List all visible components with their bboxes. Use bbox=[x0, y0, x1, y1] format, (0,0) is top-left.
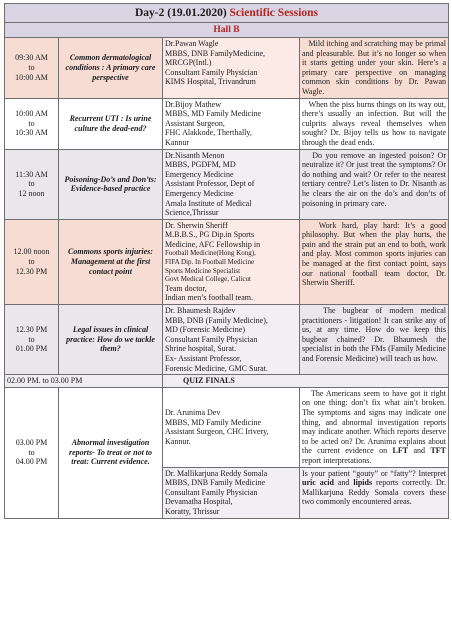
time-line: 01.00 PM bbox=[15, 344, 48, 354]
speaker-line: KIMS Hospital, Trivandrum bbox=[165, 77, 256, 87]
time-line: 12.30 PM bbox=[15, 325, 48, 335]
speaker-line: Kannur bbox=[165, 137, 189, 147]
speaker-line: Dr. Mallikarjuna Reddy Somala bbox=[165, 468, 268, 478]
speaker-line: Dr.Nisanth Menon bbox=[165, 150, 225, 160]
speaker-line: Assistant Surgeon, CHC Irivery, bbox=[165, 427, 269, 437]
bold-term: lipids bbox=[353, 478, 373, 488]
speaker-line: Shrine hospital, Surat. bbox=[165, 344, 237, 354]
session-topic: Commons sports injuries: Management at the first contact point bbox=[59, 219, 163, 304]
time-line: to bbox=[28, 257, 35, 267]
bold-term: uric acid bbox=[302, 478, 334, 488]
time-line: to bbox=[28, 62, 35, 72]
speaker-line: Dr. Bhaumesh Rajdev bbox=[165, 306, 236, 316]
speaker-line: MD (Forensic Medicine) bbox=[165, 325, 245, 335]
date-label: (19.01.2020) bbox=[167, 7, 227, 19]
session-row bbox=[5, 38, 449, 99]
speaker-line: FHC Alakkode, Therthally, bbox=[165, 128, 252, 138]
session-row bbox=[5, 387, 449, 467]
session-row bbox=[5, 305, 449, 375]
time-line: 03.00 PM bbox=[15, 438, 48, 448]
speaker-line: Kannur. bbox=[165, 436, 191, 446]
speaker-line: Amala Institute of Medical bbox=[165, 198, 252, 208]
time-line: 10:30 AM bbox=[15, 128, 48, 138]
session-topic: Poisoning-Do’s and Don’ts: Evidence-based practice bbox=[59, 149, 163, 219]
session-speaker bbox=[163, 98, 300, 149]
speaker-line: Indian men’s football team. bbox=[165, 293, 253, 303]
speaker-line: Sports Medicine Specialist bbox=[165, 266, 241, 275]
session-row bbox=[5, 98, 449, 149]
hall-label: Hall B bbox=[5, 23, 449, 38]
speaker-line: Dr.Pawan Wagle bbox=[165, 39, 219, 48]
speaker-line: Science,Thrissur bbox=[165, 208, 219, 218]
speaker-line: Assistant Surgeon, bbox=[165, 118, 225, 128]
speaker-line: Koratty, Thrissur bbox=[165, 506, 220, 516]
time-line: to bbox=[28, 179, 35, 189]
session-description: The bugbear of modern medical practitioners - litigation! It can strike any of us, at any time. How do we keep this bugbear chained? Dr. Bhaumesh the specialist in both the FMs (Family Medicine and Forensic Medicine) will teach us how. bbox=[300, 305, 449, 375]
speaker-line: Medicine, AFC Fellowship in bbox=[165, 239, 261, 249]
session-speaker bbox=[163, 467, 300, 518]
speaker-line: Forensic Medicine, GMC Surat. bbox=[165, 363, 268, 373]
speaker-line: Football Medicine(Hong Kong), bbox=[165, 249, 256, 258]
time-line: to bbox=[28, 447, 35, 457]
speaker-line: MBBS, MD Family Medicine bbox=[165, 417, 262, 427]
time-line: to bbox=[28, 334, 35, 344]
session-speaker bbox=[163, 38, 300, 99]
quiz-row bbox=[5, 375, 449, 388]
speaker-line: MRCGP(Intl.) bbox=[165, 58, 212, 68]
time-line: 10:00 AM bbox=[15, 72, 48, 82]
speaker-line: MBBS, DNB Family Medicine bbox=[165, 478, 266, 488]
speaker-line: Dr.Bijoy Mathew bbox=[165, 99, 221, 109]
schedule-table bbox=[4, 3, 449, 519]
time-line: 04.00 PM bbox=[15, 457, 48, 467]
page-title bbox=[5, 4, 449, 23]
session-row bbox=[5, 149, 449, 219]
session-time bbox=[5, 149, 59, 219]
speaker-line: Emergency Medicine bbox=[165, 188, 234, 198]
session-time bbox=[5, 305, 59, 375]
session-time bbox=[5, 38, 59, 99]
session-topic: Legal issues in clinical practice: How do we tackle them? bbox=[59, 305, 163, 375]
session-description: Mild itching and scratching may be primal and pleasurable. But it’s no longer so when it starts getting under your skin. Here’s a primary care perspective on managing common skin conditions by Dr. Pawan Wagle. bbox=[300, 38, 449, 99]
time-line: to bbox=[28, 118, 35, 128]
time-line: 12.30 PM bbox=[15, 266, 48, 276]
time-line: 12 noon bbox=[18, 188, 45, 198]
speaker-line: Govt Medical College, Calicut bbox=[165, 275, 251, 284]
session-topic: Recurrent UTI : Is urine culture the dead-end? bbox=[59, 98, 163, 149]
speaker-line: MBB, DNB (Family Medicine), bbox=[165, 315, 268, 325]
session-description: When the piss burns things on its way out, there’s usually an infection. But will the culprits always reveal themselves when sought? Dr. Bijoy tells us how to navigate through the dead ends. bbox=[300, 98, 449, 149]
speaker-line: Devamatha Hospital, bbox=[165, 497, 233, 507]
speaker-line: Ex- Assistant Professor, bbox=[165, 354, 242, 363]
time-line: 12.00 noon bbox=[13, 247, 50, 257]
speaker-line: Consultant Family Physician bbox=[165, 334, 258, 344]
speaker-line: Team doctor, bbox=[165, 283, 207, 293]
time-line: 09:30 AM bbox=[15, 53, 48, 63]
session-time bbox=[5, 219, 59, 304]
speaker-line: FIFA Dip. In Football Medicine bbox=[165, 258, 255, 267]
session-description: Do you remove an ingested poison? Or neutralize it? Or just treat the symptoms? Or do nothing and wait? Or refer to the nearest tertiary centre? Let’s listen to Dr. Nisanth as he clears the air on the do’s and don’ts of poisoning in primary care. bbox=[300, 149, 449, 219]
session-speaker bbox=[163, 387, 300, 467]
session-title: Scientific Sessions bbox=[229, 7, 319, 19]
session-row bbox=[5, 219, 449, 304]
session-description: The Americans seem to have got it right on one thing: don’t fix what ain’t broken. The symptoms and signs may indicate one thing, and abnormal investigation reports may indicate another. Which reports deserve to be acted on? Dr. Arunima explains about the current evidence on LFT and TFT report interpretations. bbox=[300, 387, 449, 467]
speaker-line: Dr. Sherwin Sheriff bbox=[165, 220, 228, 230]
speaker-line: M.B.B.S., PG Dip.in Sports bbox=[165, 230, 255, 240]
session-topic: Abnormal investigation reports- To treat or not to treat: Current evidence. bbox=[59, 387, 163, 518]
time-line: 10:00 AM bbox=[15, 109, 48, 119]
day-label: Day-2 bbox=[134, 7, 165, 19]
quiz-label: QUIZ FINALS bbox=[163, 375, 449, 388]
speaker-line: MBBS, DNB FamilyMedicine, bbox=[165, 48, 266, 58]
time-line: 11:30 AM bbox=[15, 169, 48, 179]
session-description: Is your patient “gouty” or “fatty”? Interpret uric acid and lipids reports correctly. Dr. Mallikarjuna Reddy Somala covers these two commonly encountered areas. bbox=[300, 467, 449, 518]
bold-term: TFT bbox=[430, 446, 446, 456]
speaker-line: Dr. Arunima Dev bbox=[165, 407, 221, 417]
session-time bbox=[5, 387, 59, 518]
speaker-line: Consultant Family Physician bbox=[165, 67, 258, 77]
speaker-line: Emergency Medicine bbox=[165, 169, 234, 179]
session-speaker bbox=[163, 219, 300, 304]
speaker-line: Assistant Professor, Dept of bbox=[165, 179, 255, 189]
session-speaker bbox=[163, 305, 300, 375]
session-time bbox=[5, 98, 59, 149]
quiz-time: 02.00 PM. to 03.00 PM bbox=[5, 375, 163, 388]
speaker-line: MBBS, PGDFM, MD bbox=[165, 160, 236, 170]
session-speaker bbox=[163, 149, 300, 219]
session-topic: Common dermatological conditions : A primary care perspective bbox=[59, 38, 163, 99]
speaker-line: MBBS, MD Family Medicine bbox=[165, 109, 262, 119]
bold-term: LFT bbox=[392, 446, 409, 456]
session-description: Work hard, play hard: It’s a good philosophy. But when the play hurts, the pain and the strain put an end to both, work and play. Most common sports injuries can be managed at the first contact point, says our national football team doctor, Dr. Sherwin Sheriff. bbox=[300, 219, 449, 304]
speaker-line: Consultant Family Physician bbox=[165, 487, 258, 497]
